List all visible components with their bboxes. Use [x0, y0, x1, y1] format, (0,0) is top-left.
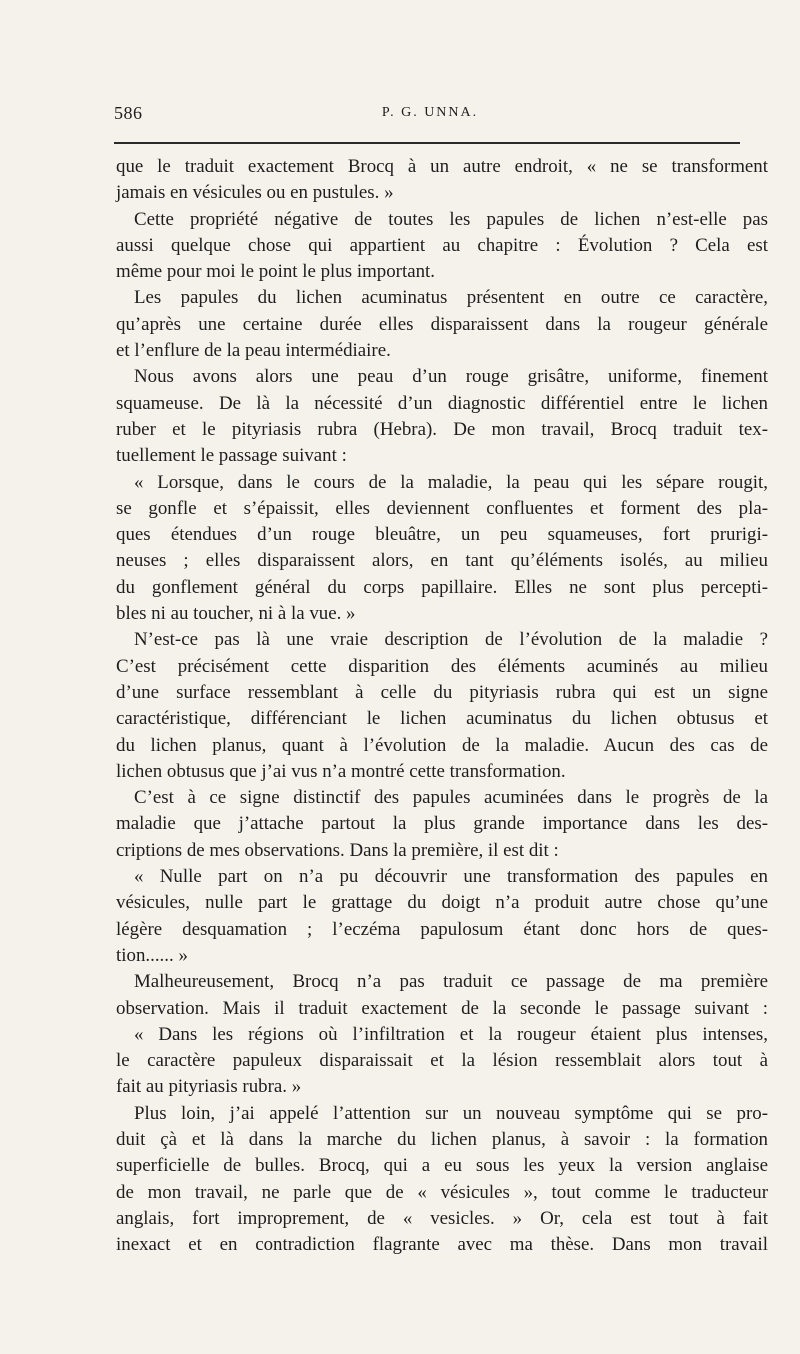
text-line: N’est-ce pas là une vraie description de l’évolution de la maladie ? [134, 629, 768, 651]
text-line: Cette propriété négative de toutes les papules de lichen n’est-elle pas [134, 208, 768, 230]
text-line: squameuse. De là la nécessité d’un diagnostic différentiel entre le lichen [116, 392, 768, 414]
text-line: « Lorsque, dans le cours de la maladie, la peau qui les sépare rougit, [134, 471, 768, 493]
text-line: tion...... » [116, 944, 188, 966]
text-line: que le traduit exactement Brocq à un autre endroit, « ne se transforment [116, 156, 768, 177]
text-line: inexact et en contradiction flagrante avec ma thèse. Dans mon travail [116, 1234, 768, 1256]
text-line: criptions de mes observations. Dans la première, il est dit : [116, 839, 559, 861]
text-line: Nous avons alors une peau d’un rouge grisâtre, uniforme, finement [134, 366, 768, 388]
text-line: ques étendues d’un rouge bleuâtre, un peu squameuses, fort prurigi- [116, 524, 768, 546]
text-line: de mon travail, ne parle que de « vésicules », tout comme le traducteur [116, 1181, 768, 1203]
running-head: P. G. UNNA. [381, 105, 479, 120]
text-line: et l’enflure de la peau intermédiaire. [116, 340, 391, 362]
text-line: aussi quelque chose qui appartient au chapitre : Évolution ? Cela est [116, 234, 768, 256]
text-line: bles ni au toucher, ni à la vue. » [116, 603, 356, 625]
text-line: vésicules, nulle part le grattage du doigt n’a produit autre chose qu’une [116, 892, 768, 914]
text-line: d’une surface ressemblant à celle du pityriasis rubra qui est un signe [116, 681, 768, 703]
text-line: Les papules du lichen acuminatus présentent en outre ce caractère, [134, 287, 768, 309]
text-line: superficielle de bulles. Brocq, qui a eu sous les yeux la version anglaise [116, 1155, 768, 1177]
header-rule [114, 142, 740, 144]
text-line: qu’après une certaine durée elles disparaissent dans la rougeur générale [116, 313, 768, 335]
text-line: se gonfle et s’épaissit, elles deviennent confluentes et forment des pla- [116, 497, 768, 519]
text-line: anglais, fort improprement, de « vesicles. » Or, cela est tout à fait [116, 1207, 768, 1229]
page-number: 586 [114, 103, 143, 123]
body-text [116, 154, 768, 1258]
text-line: maladie que j’attache partout la plus grande importance dans les des- [116, 813, 768, 835]
text-line: légère desquamation ; l’eczéma papulosum étant donc hors de ques- [116, 918, 768, 940]
text-line: « Dans les régions où l’infiltration et la rougeur étaient plus intenses, [134, 1023, 768, 1045]
text-line: Malheureusement, Brocq n’a pas traduit ce passage de ma première [134, 971, 768, 993]
text-line: C’est à ce signe distinctif des papules acuminées dans le progrès de la [134, 787, 768, 809]
text-line: observation. Mais il traduit exactement de la seconde le passage suivant : [116, 997, 768, 1019]
text-line: du lichen planus, quant à l’évolution de la maladie. Aucun des cas de [116, 734, 768, 756]
text-line: caractéristique, différenciant le lichen acuminatus du lichen obtusus et [116, 708, 768, 730]
text-line: le caractère papuleux disparaissait et la lésion ressemblait alors tout à [116, 1050, 768, 1072]
page-header [114, 100, 736, 130]
text-line: fait au pityriasis rubra. » [116, 1076, 302, 1098]
text-line: neuses ; elles disparaissent alors, en tant qu’éléments isolés, au milieu [116, 550, 768, 572]
text-line: tuellement le passage suivant : [116, 445, 347, 467]
text-line: lichen obtusus que j’ai vus n’a montré cette transformation. [116, 760, 566, 782]
text-line: « Nulle part on n’a pu découvrir une transformation des papules en [134, 866, 768, 888]
text-line: jamais en vésicules ou en pustules. » [116, 182, 394, 204]
text-line: même pour moi le point le plus important. [116, 261, 435, 283]
text-line: duit çà et là dans la marche du lichen planus, à savoir : la formation [116, 1128, 768, 1150]
text-line: ruber et le pityriasis rubra (Hebra). De mon travail, Brocq traduit tex- [116, 418, 768, 440]
text-line: du gonflement général du corps papillaire. Elles ne sont plus percepti- [116, 576, 768, 598]
text-line: Plus loin, j’ai appelé l’attention sur un nouveau symptôme qui se pro- [134, 1102, 768, 1124]
text-line: C’est précisément cette disparition des éléments acuminés au milieu [116, 655, 768, 677]
